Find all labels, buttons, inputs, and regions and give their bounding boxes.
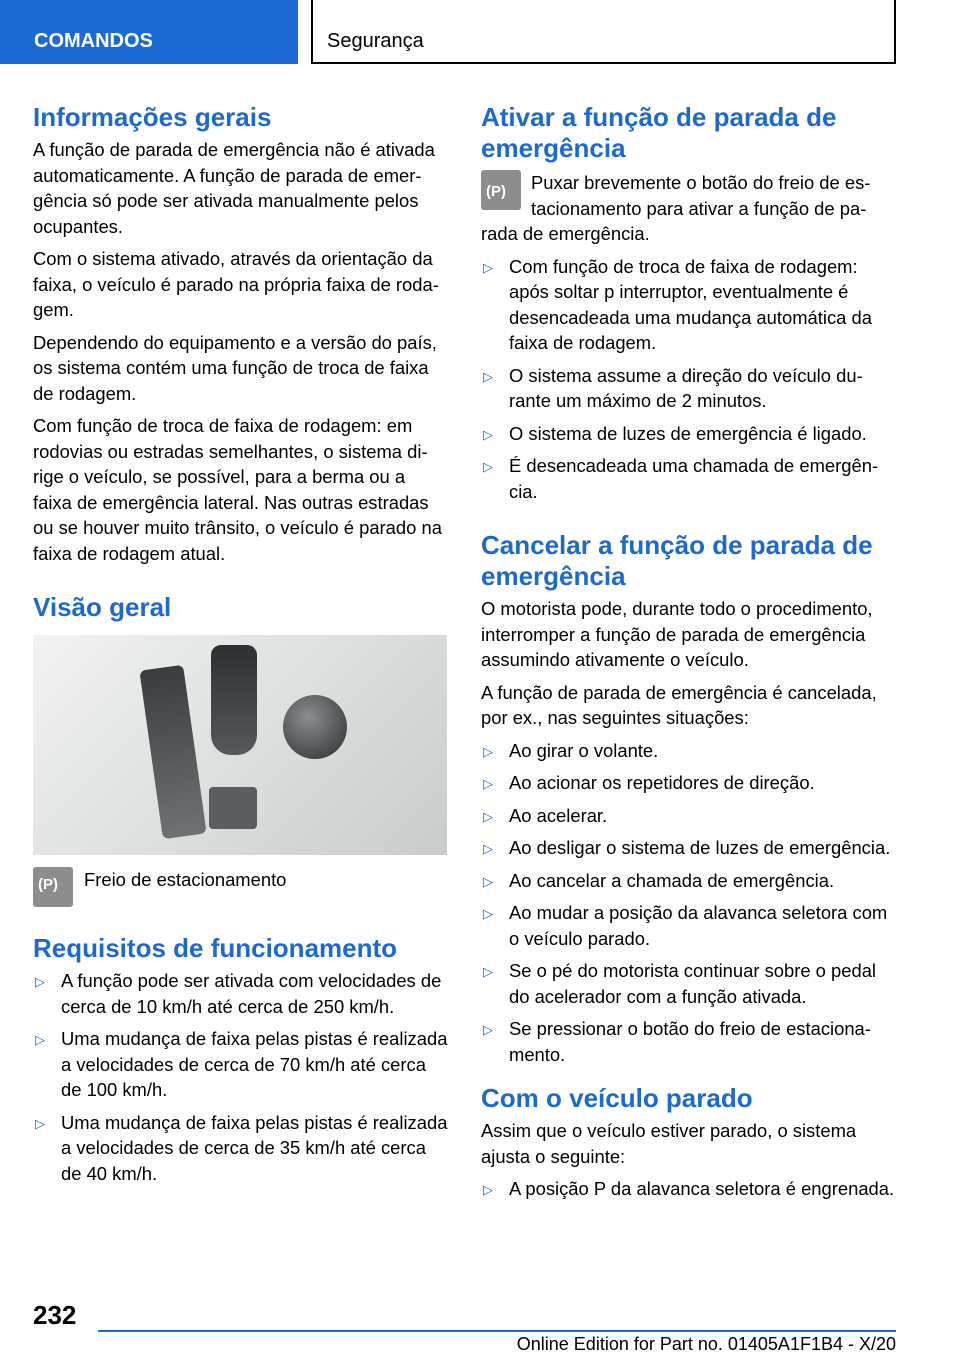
paragraph: O motorista pode, durante todo o procedimento, interromper a função de parada de emergência assumindo ativamente o veículo. — [481, 598, 873, 670]
section-header — [311, 0, 896, 64]
list-item: ▷ O sistema de luzes de emergência é ligado. — [481, 421, 897, 447]
stopped-list — [481, 1176, 897, 1202]
paragraph: Com o sistema ativado, através da orientação da faixa, o veículo é parado na própria faixa de rodagem. — [33, 248, 439, 320]
paragraph: Assim que o veículo estiver parado, o sistema ajusta o seguinte: — [481, 1120, 857, 1167]
left-column — [33, 102, 449, 1193]
gear-selector — [211, 645, 257, 755]
triangle-bullet-icon: ▷ — [483, 808, 493, 824]
list-item: ▷ Ao cancelar a chamada de emergência. — [481, 868, 897, 894]
triangle-bullet-icon: ▷ — [483, 426, 493, 442]
triangle-bullet-icon: ▷ — [483, 259, 493, 275]
console-photo — [33, 635, 447, 855]
footer-edition: Online Edition for Part no. 01405A1F1B4 - X/20 — [516, 1334, 896, 1354]
heading-activate: Ativar a função de parada de emergência — [481, 102, 837, 163]
list-item: ▷ Ao desligar o sistema de luzes de emergência. — [481, 835, 897, 861]
triangle-bullet-icon: ▷ — [35, 1115, 45, 1131]
activate-paragraph: (P) Puxar brevemente o botão do freio de estacionamento para ativar a função de parada de emergência. — [481, 170, 897, 247]
heading-stopped: Com o veículo parado — [481, 1083, 753, 1113]
list-item: ▷ Uma mudança de faixa pelas pistas é realizada a velocidades de cerca de 70 km/h até cerca de 100 km/h. — [35, 1028, 448, 1100]
list-item: ▷ Se o pé do motorista continuar sobre o pedal do acelerador com a função ativada. — [483, 960, 877, 1007]
list-item: ▷ Com função de troca de faixa de rodagem: após soltar p interruptor, eventualmente é desencadeada uma mudança automática da faixa de rodagem. — [483, 255, 872, 353]
requirements-list — [33, 968, 449, 1186]
heading-requirements: Requisitos de funcionamento — [33, 933, 398, 963]
triangle-bullet-icon: ▷ — [483, 368, 493, 384]
heading-cancel: Cancelar a função de parada de emergência — [481, 530, 873, 591]
heading-general-info: Informações gerais — [33, 102, 272, 132]
list-item: ▷ É desencadeada uma chamada de emergência. — [483, 455, 879, 502]
section-label: Segurança — [327, 30, 424, 52]
triangle-bullet-icon: ▷ — [483, 873, 493, 889]
paragraph: Dependendo do equipamento e a versão do país, os sistema contém uma função de troca de faixa de rodagem. — [33, 331, 437, 404]
triangle-bullet-icon: ▷ — [483, 1182, 493, 1197]
list-item: ▷ Ao mudar a posição da alavanca seletora com o veículo parado. — [483, 902, 888, 949]
caption-text: Freio de estacionamento — [84, 869, 287, 890]
list-item: ▷ O sistema assume a direção do veículo durante um máximo de 2 minutos. — [483, 364, 863, 411]
list-item: ▷ Ao girar o volante. — [481, 738, 897, 764]
chapter-label: COMANDOS — [34, 30, 153, 52]
triangle-bullet-icon: ▷ — [483, 743, 493, 759]
console-panel — [139, 665, 206, 839]
list-item: ▷ Ao acelerar. — [481, 803, 897, 829]
parking-brake-icon — [33, 867, 73, 907]
chapter-tab — [0, 0, 298, 64]
figure-caption — [33, 867, 449, 907]
controller-knob — [283, 695, 347, 759]
triangle-bullet-icon: ▷ — [483, 841, 493, 856]
triangle-bullet-icon: ▷ — [483, 906, 493, 921]
triangle-bullet-icon: ▷ — [35, 1032, 45, 1047]
parking-brake-icon — [481, 170, 521, 210]
triangle-bullet-icon: ▷ — [483, 459, 493, 474]
paragraph: A função de parada de emergência é cancelada, por ex., nas seguintes situações: — [481, 681, 877, 728]
paragraph: Com função de troca de faixa de rodagem: em rodovias ou estradas semelhantes, o sistema dirige o veículo, se possível, para a berma ou a faixa de emergência lateral. Nas outras estradas ou se houver muito trânsito, o veículo é parado na faixa de rodagem atual. — [33, 415, 442, 564]
list-item: ▷ Uma mudança de faixa pelas pistas é realizada a velocidades de cerca de 35 km/h até cerca de 40 km/h. — [35, 1111, 448, 1184]
footer-divider — [98, 1330, 896, 1332]
parking-brake-switch — [209, 787, 257, 829]
right-column — [481, 102, 897, 1209]
list-item: ▷ A posição P da alavanca seletora é engrenada. — [481, 1176, 897, 1202]
triangle-bullet-icon: ▷ — [483, 776, 493, 791]
triangle-bullet-icon: ▷ — [483, 1022, 493, 1037]
activate-list — [481, 254, 897, 505]
triangle-bullet-icon: ▷ — [35, 974, 45, 989]
list-item: ▷ Ao acionar os repetidores de direção. — [481, 770, 897, 796]
heading-overview: Visão geral — [33, 592, 172, 622]
triangle-bullet-icon: ▷ — [483, 964, 493, 979]
list-item: ▷ A função pode ser ativada com velocidades de cerca de 10 km/h até cerca de 250 km/h. — [35, 970, 442, 1017]
cancel-list — [481, 738, 897, 1068]
page-number: 232 — [33, 1300, 77, 1330]
list-item: ▷ Se pressionar o botão do freio de estacionamento. — [483, 1018, 871, 1065]
paragraph: A função de parada de emergência não é ativada automaticamente. A função de parada de emergência só pode ser ativada manualmente pelos ocupantes. — [33, 139, 435, 237]
